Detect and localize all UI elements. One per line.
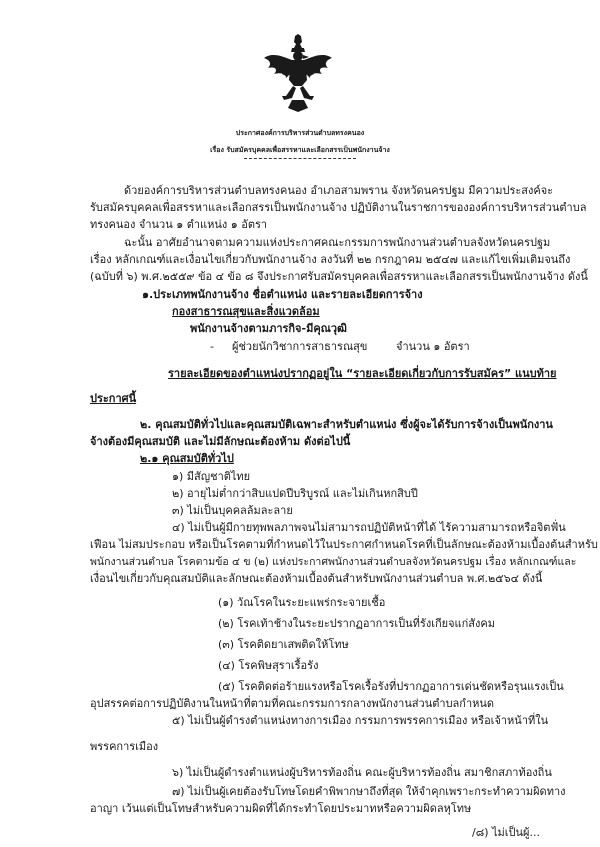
qualification-1: ๑) มีสัญชาติไทย bbox=[172, 470, 251, 483]
qualification-4-line-1: ๔) ไม่เป็นผู้มีกายทุพพลภาพจนไม่สามารถปฏิบัติหน้าที่ได้ ไร้ความสามารถหรือจิตฟั่น bbox=[172, 521, 566, 534]
disease-2: (๒) โรคเท้าช้างในระยะปรากฏอาการเป็นที่รังเกียจแก่สังคม bbox=[218, 617, 495, 630]
qualification-7-line-2: อาญา เว้นแต่เป็นโทษสำหรับความผิดที่ได้กระทำโดยประมาทหรือความผิดลหุโทษ bbox=[90, 802, 472, 815]
qualification-4-line-3: พนักงานส่วนตำบล โรคตามข้อ ๔ ข (๒) แห่งประกาศพนักงานส่วนตำบลจังหวัดนครปฐม เรื่อง หลักเกณฑ์และ bbox=[90, 556, 577, 568]
intro-paragraph-1-line-3: ทรงคนอง จำนวน ๑ ตำแหน่ง ๑ อัตรา bbox=[90, 218, 268, 231]
qualification-5-line-1: ๕) ไม่เป็นผู้ดำรงตำแหน่งทางการเมือง กรรมการพรรคการเมือง หรือเจ้าหน้าที่ใน bbox=[172, 714, 549, 727]
intro-paragraph-1-line-2: รับสมัครบุคคลเพื่อสรรหาและเลือกสรรเป็นพนักงานจ้าง ปฏิบัติงานในราชการขององค์การบริหารส่วนตำบล bbox=[90, 201, 587, 214]
disease-5-line-2: อุปสรรคต่อการปฏิบัติงานในหน้าที่ตามที่คณะกรรมการกลางพนักงานส่วนตำบลกำหนด bbox=[90, 697, 495, 710]
disease-5-line-1: (๕) โรคติดต่อร้ายแรงหรือโรคเรื้อรังที่ปรากฏอาการเด่นชัดหรือรุนแรงเป็น bbox=[218, 680, 564, 693]
qualification-3: ๓) ไม่เป็นบุคคลล้มละลาย bbox=[172, 504, 293, 517]
title-divider bbox=[244, 158, 356, 159]
qualification-4-line-4: เงื่อนไขเกี่ยวกับคุณสมบัติและลักษณะต้องห้ามเบื้องต้นสำหรับพนักงานส่วนตำบล พ.ศ.๒๕๖๔ ดังนี้ bbox=[90, 572, 543, 585]
section-1-heading: ๑.ประเภทพนักงานจ้าง ชื่อตำแหน่ง และรายละเอียดการจ้าง bbox=[142, 288, 423, 301]
position-bullet: - bbox=[210, 340, 214, 353]
intro-paragraph-2-line-1: ฉะนั้น อาศัยอำนาจตามความแห่งประกาศคณะกรรมการพนักงานส่วนตำบลจังหวัดนครปฐม bbox=[124, 236, 551, 249]
intro-paragraph-1-line-1: ด้วยองค์การบริหารส่วนตำบลทรงคนอง อำเภอสามพราน จังหวัดนครปฐม มีความประสงค์จะ bbox=[124, 184, 554, 197]
disease-3: (๓) โรคติดยาเสพติดให้โทษ bbox=[218, 638, 349, 651]
section-2-1-heading: ๒.๑ คุณสมบัติทั่วไป bbox=[140, 452, 234, 465]
section-2-heading-line-1: ๒. คุณสมบัติทั่วไปและคุณสมบัติเฉพาะสำหรับตำแหน่ง ซึ่งผู้จะได้รับการจ้างเป็นพนักงาน bbox=[140, 418, 553, 431]
disease-1: (๑) วัณโรคในระยะแพร่กระจายเชื้อ bbox=[218, 596, 386, 609]
intro-paragraph-2-line-2: เรื่อง หลักเกณฑ์และเงื่อนไขเกี่ยวกับพนักงานจ้าง ลงวันที่ ๒๒ กรกฎาคม ๒๕๔๗ และแก้ไขเพิ่มเติมจนถึง bbox=[90, 253, 571, 266]
qualification-6: ๖) ไม่เป็นผู้ดำรงตำแหน่งผู้บริหารท้องถิ่น คณะผู้บริหารท้องถิ่น สมาชิกสภาท้องถิ่น bbox=[172, 766, 552, 779]
position-details-line-1: รายละเอียดของตำแหน่งปรากฏอยู่ใน “รายละเอียดเกี่ยวกับการรับสมัคร” แนบท้าย bbox=[168, 367, 557, 380]
position-details-line-2: ประกาศนี้ bbox=[90, 392, 137, 405]
intro-paragraph-2-line-3: (ฉบับที่ ๖) พ.ศ.๒๕๕๙ ข้อ ๔ ข้อ ๘ จึงประกาศรับสมัครบุคคลเพื่อสรรหาและเลือกสรรเป็นพนักงานจ้าง ดังนี้ bbox=[90, 270, 588, 283]
position-name: ผู้ช่วยนักวิชาการสาธารณสุข bbox=[232, 340, 368, 353]
garuda-emblem-icon bbox=[262, 34, 334, 112]
qualification-7-line-1: ๗) ไม่เป็นผู้เคยต้องรับโทษโดยคำพิพากษาถึงที่สุด ให้จำคุกเพราะกระทำความผิดทาง bbox=[172, 785, 566, 798]
announcement-subject: เรื่อง รับสมัครบุคคลเพื่อสรรหาและเลือกสรรเป็นพนักงานจ้าง bbox=[210, 146, 390, 154]
announcement-title: ประกาศองค์การบริหารส่วนตำบลทรงคนอง bbox=[235, 129, 365, 137]
qualification-2: ๒) อายุไม่ต่ำกว่าสิบแปดปีบริบูรณ์ และไม่เกินหกสิบปี bbox=[172, 487, 418, 500]
position-count: จำนวน ๑ อัตรา bbox=[396, 340, 470, 353]
section-1-employee-type: พนักงานจ้างตามภารกิจ-มีคุณวุฒิ bbox=[190, 322, 347, 335]
section-2-heading-line-2: จ้างต้องมีคุณสมบัติ และไม่มีลักษณะต้องห้าม ดังต่อไปนี้ bbox=[90, 435, 351, 448]
disease-4: (๔) โรคพิษสุราเรื้อรัง bbox=[218, 659, 319, 672]
page-continuation: /๘) ไม่เป็นผู้... bbox=[472, 826, 540, 839]
section-1-division: กองสาธารณสุขและสิ่งแวดล้อม bbox=[172, 305, 320, 318]
qualification-5-line-2: พรรคการเมือง bbox=[90, 740, 159, 753]
qualification-4-line-2: เฟือน ไม่สมประกอบ หรือเป็นโรคตามที่กำหนดไว้ในประกาศกำหนดโรคที่เป็นลักษณะต้องห้ามเบื้องต้นสำหรับ bbox=[90, 538, 598, 551]
